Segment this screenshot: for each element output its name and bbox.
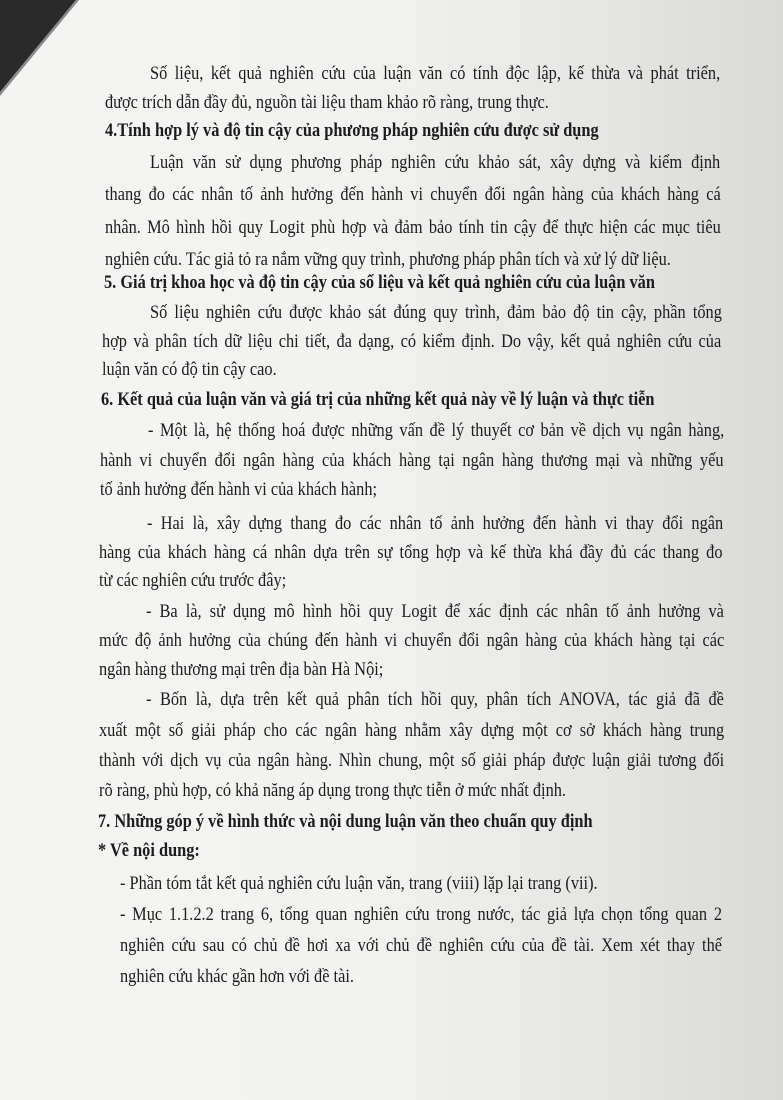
paragraph-line: hàng của khách hàng cá nhân dựa trên sự tổng hợp và kế thừa khá đầy đủ các thang đo bbox=[99, 542, 723, 563]
comment-line: nghiên cứu sau có chủ đề hơi xa với chủ đề nghiên cứu của đề tài. Xem xét thay thế bbox=[120, 935, 722, 956]
paragraph-line: hợp và phân tích dữ liệu chi tiết, đa dạng, có kiểm định. Do vậy, kết quả nghiên cứu của bbox=[102, 331, 722, 352]
paragraph-line: - Ba là, sử dụng mô hình hồi quy Logit để xác định các nhân tố ảnh hưởng và bbox=[146, 601, 724, 622]
paragraph-line: từ các nghiên cứu trước đây; bbox=[99, 570, 287, 591]
section-heading-6: 6. Kết quả của luận văn và giá trị của những kết quả này về lý luận và thực tiễn bbox=[101, 389, 655, 410]
paragraph-line: thành với dịch vụ của ngân hàng. Nhìn chung, một số giải pháp được luận giải tương đối bbox=[99, 750, 725, 771]
comment-line: nghiên cứu khác gần hơn với đề tài. bbox=[120, 966, 354, 987]
section-heading-4: 4.Tính hợp lý và độ tin cậy của phương pháp nghiên cứu được sử dụng bbox=[105, 120, 599, 141]
paragraph-line: Luận văn sử dụng phương pháp nghiên cứu khảo sát, xây dựng và kiểm định bbox=[150, 152, 721, 173]
paragraph-line: xuất một số giải pháp cho các ngân hàng nhằm xây dựng một cơ sở khách hàng trung bbox=[99, 720, 725, 741]
paragraph-line: - Hai là, xây dựng thang đo các nhân tố ảnh hưởng đến hành vi thay đổi ngân bbox=[147, 513, 724, 534]
comment-line: - Mục 1.1.2.2 trang 6, tổng quan nghiên cứu trong nước, tác giả lựa chọn tổng quan 2 bbox=[120, 904, 722, 925]
paragraph-line: rõ ràng, phù hợp, có khả năng áp dụng trong thực tiễn ở mức nhất định. bbox=[99, 780, 567, 801]
paragraph-line: tố ảnh hưởng đến hành vi của khách hành; bbox=[100, 479, 378, 500]
section-heading-5: 5. Giá trị khoa học và độ tin cậy của số liệu và kết quả nghiên cứu của luận văn bbox=[104, 272, 655, 293]
comment-line: - Phần tóm tắt kết quả nghiên cứu luận văn, trang (viii) lặp lại trang (vii). bbox=[120, 873, 598, 894]
paragraph-line: ngân hàng thương mại trên địa bàn Hà Nội; bbox=[99, 659, 384, 680]
paragraph-line: - Một là, hệ thống hoá được những vấn đề lý thuyết cơ bản về dịch vụ ngân hàng, bbox=[148, 420, 725, 441]
paragraph-line: nhân. Mô hình hồi quy Logit phù hợp và đảm bảo tính tin cậy để thực hiện các mục tiêu bbox=[105, 217, 721, 238]
paragraph-line: nghiên cứu. Tác giả tỏ ra nắm vững quy trình, phương pháp phân tích và xử lý dữ liệu. bbox=[105, 249, 671, 270]
paragraph-line: thang đo các nhân tố ảnh hưởng đến hành vi chuyển đổi ngân hàng của khách hàng cá bbox=[105, 184, 721, 205]
paragraph-line: luận văn có độ tin cậy cao. bbox=[102, 359, 277, 380]
paragraph-line: được trích dẫn đầy đủ, nguồn tài liệu tham khảo rõ ràng, trung thực. bbox=[105, 92, 549, 113]
subheading-content: * Về nội dung: bbox=[98, 840, 200, 861]
paragraph-line: mức độ ảnh hưởng của chúng đến hành vi chuyển đổi ngân hàng của khách hàng tại các bbox=[99, 630, 725, 651]
paragraph-line: Số liệu, kết quả nghiên cứu của luận văn có tính độc lập, kế thừa và phát triển, bbox=[150, 63, 721, 84]
paragraph-line: hành vi chuyển đổi ngân hàng của khách hàng tại ngân hàng thương mại và những yếu bbox=[100, 450, 724, 471]
paragraph-line: Số liệu nghiên cứu được khảo sát đúng quy trình, đảm bảo độ tin cậy, phần tổng bbox=[150, 302, 722, 323]
paragraph-line: - Bốn là, dựa trên kết quả phân tích hồi quy, phân tích ANOVA, tác giả đã đề bbox=[146, 689, 724, 710]
photo-background-corner bbox=[0, 0, 90, 120]
section-heading-7: 7. Những góp ý về hình thức và nội dung luận văn theo chuẩn quy định bbox=[98, 811, 593, 832]
